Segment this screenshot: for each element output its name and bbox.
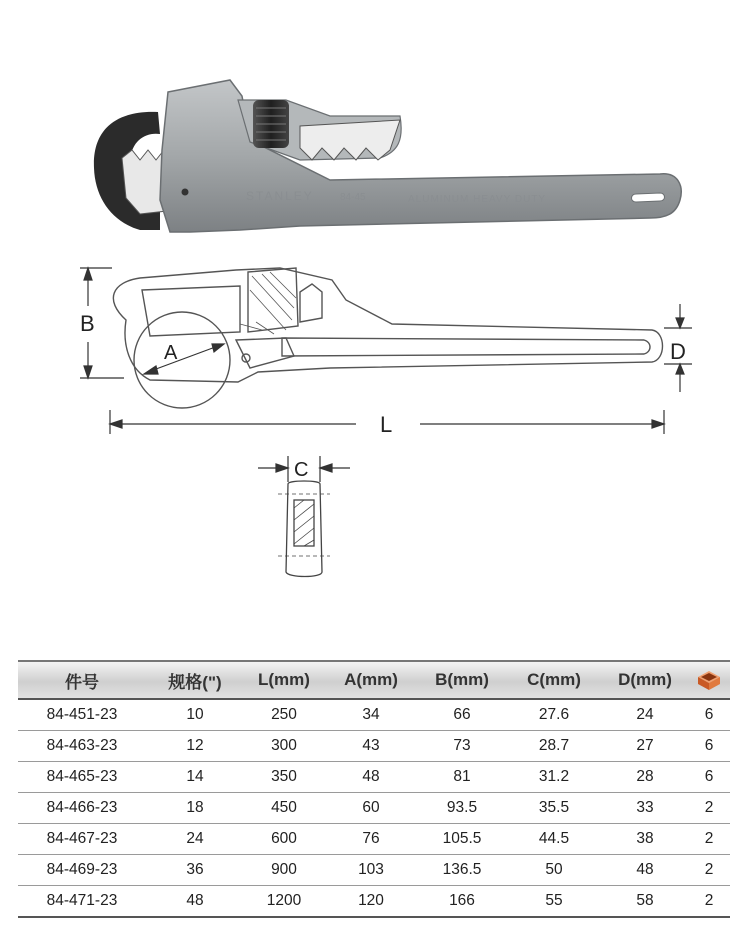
cell-size: 14 [146,762,244,793]
cell-dim-a: 76 [324,824,418,855]
header-l: L(mm) [244,661,324,699]
cell-dim-b: 136.5 [418,855,506,886]
cell-size: 48 [146,886,244,918]
carton-box-icon [696,669,722,691]
header-a: A(mm) [324,661,418,699]
table-row [18,762,730,793]
dim-a-label: A [164,342,178,364]
table-row [18,886,730,918]
cell-dim-b: 166 [418,886,506,918]
cross-section [286,481,322,577]
cell-length: 600 [244,824,324,855]
cell-dim-d: 28 [602,762,688,793]
cell-dim-c: 28.7 [506,731,602,762]
cell-part-no: 84-466-23 [18,793,146,824]
header-pack-qty [688,661,730,699]
cell-dim-d: 27 [602,731,688,762]
dimension-drawing [0,250,750,650]
spec-table [18,660,730,918]
cell-length: 250 [244,699,324,731]
cell-pack-qty: 6 [688,762,730,793]
cell-dim-d: 58 [602,886,688,918]
cell-dim-a: 48 [324,762,418,793]
table-row [18,793,730,824]
pipe-wrench-photo [0,0,750,250]
brand-emboss: STANLEY [246,189,314,203]
cell-dim-a: 43 [324,731,418,762]
cell-part-no: 84-471-23 [18,886,146,918]
cell-dim-d: 33 [602,793,688,824]
cell-size: 12 [146,731,244,762]
upper-jaw-teeth [300,120,400,160]
cell-dim-c: 27.6 [506,699,602,731]
cell-pack-qty: 2 [688,793,730,824]
cell-dim-c: 50 [506,855,602,886]
cell-dim-a: 120 [324,886,418,918]
cell-dim-b: 105.5 [418,824,506,855]
cell-pack-qty: 6 [688,699,730,731]
cell-size: 36 [146,855,244,886]
cell-length: 900 [244,855,324,886]
dim-b-label: B [80,311,95,336]
cell-length: 1200 [244,886,324,918]
cell-dim-b: 93.5 [418,793,506,824]
cell-length: 450 [244,793,324,824]
cell-part-no: 84-465-23 [18,762,146,793]
cell-size: 18 [146,793,244,824]
cell-part-no: 84-463-23 [18,731,146,762]
table-row [18,824,730,855]
handle-hang-hole [632,193,665,202]
cell-pack-qty: 2 [688,855,730,886]
cell-dim-c: 35.5 [506,793,602,824]
table-row [18,731,730,762]
dim-l-label: L [380,412,393,437]
cell-dim-a: 60 [324,793,418,824]
cell-part-no: 84-451-23 [18,699,146,731]
cell-dim-b: 73 [418,731,506,762]
dim-d-label: D [670,339,686,364]
cell-dim-d: 24 [602,699,688,731]
header-part-no: 件号 [18,661,146,699]
cell-dim-d: 48 [602,855,688,886]
cell-dim-a: 34 [324,699,418,731]
cell-dim-b: 81 [418,762,506,793]
cell-dim-d: 38 [602,824,688,855]
header-size: 规格(") [146,661,244,699]
cell-length: 350 [244,762,324,793]
cell-pack-qty: 2 [688,824,730,855]
header-d: D(mm) [602,661,688,699]
cell-dim-c: 55 [506,886,602,918]
cell-pack-qty: 6 [688,731,730,762]
description-emboss: ALUMINUM HEAVY DUTY [408,194,547,205]
cell-dim-b: 66 [418,699,506,731]
header-b: B(mm) [418,661,506,699]
cell-size: 24 [146,824,244,855]
header-c: C(mm) [506,661,602,699]
cell-size: 10 [146,699,244,731]
table-row [18,855,730,886]
cell-part-no: 84-467-23 [18,824,146,855]
table-header-row [18,661,730,699]
cell-dim-a: 103 [324,855,418,886]
cell-dim-c: 44.5 [506,824,602,855]
cell-dim-c: 31.2 [506,762,602,793]
cell-part-no: 84-469-23 [18,855,146,886]
table-row [18,699,730,731]
cell-pack-qty: 2 [688,886,730,918]
cell-length: 300 [244,731,324,762]
rivet [182,189,189,196]
model-emboss: 84-45 [340,192,366,203]
dim-c-label: C [294,459,309,481]
